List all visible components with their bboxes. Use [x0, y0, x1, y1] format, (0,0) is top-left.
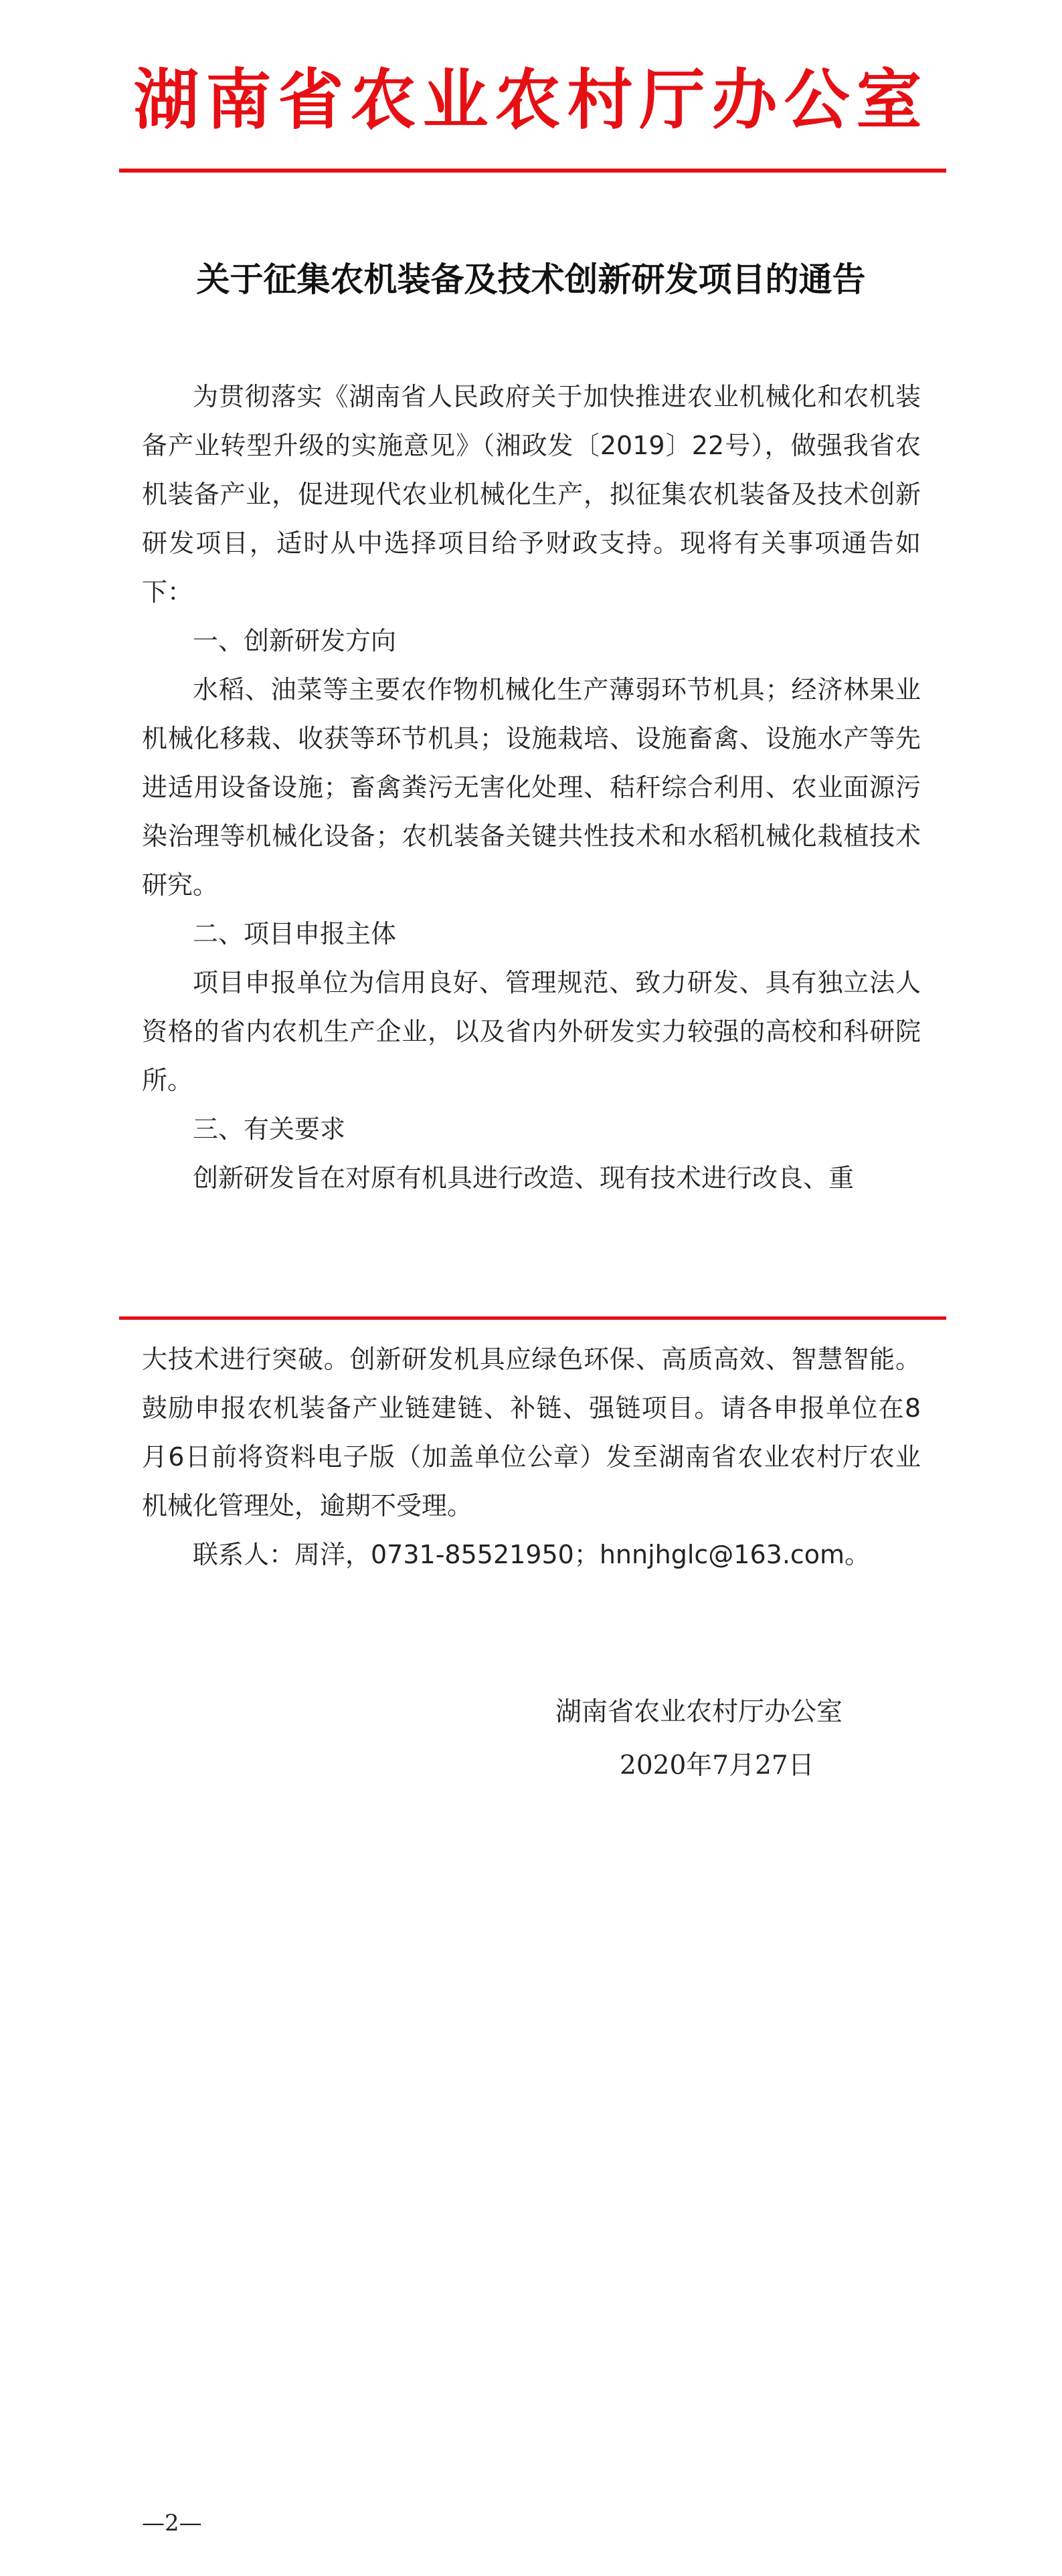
- section-1-text: 水稻、油菜等主要农作物机械化生产薄弱环节机具；经济林果业机械化移栽、收获等环节机具；设施栽培、设施畜禽、设施水产等先进适用设备设施；畜禽粪污无害化处理、秸秆综合利用、农业面源污染治理等机械化设备；农机装备关键共性技术和水稻机械化栽植技术研究。: [142, 675, 921, 900]
- section-2-heading: 二、项目申报主体: [193, 919, 397, 949]
- document-title: 关于征集农机装备及技术创新研发项目的通告: [196, 260, 866, 299]
- masthead-red-rule: [119, 169, 946, 173]
- section-2-text: 项目申报单位为信用良好、管理规范、致力研发、具有独立法人资格的省内农机生产企业，以及省内外研发实力较强的高校和科研院所。: [142, 968, 921, 1095]
- body-text-continued: [142, 1335, 921, 1579]
- signature-organization: 湖南省农业农村厅办公室: [555, 1697, 843, 1727]
- section-3-heading: 三、有关要求: [193, 1114, 346, 1144]
- signature-date: 2020年7月27日: [620, 1751, 814, 1781]
- body-text-page-top: [142, 373, 921, 1203]
- section-3-text-part1: 创新研发旨在对原有机具进行改造、现有技术进行改良、重: [193, 1163, 855, 1193]
- section-1-heading: 一、创新研发方向: [193, 626, 397, 656]
- contact-line: 联系人：周洋，0731-85521950；hnnjhglc@163.com。: [193, 1540, 871, 1569]
- section-3-text-part2: 大技术进行突破。创新研发机具应绿色环保、高质高效、智慧智能。鼓励申报农机装备产业链建链、补链、强链项目。请各申报单位在8月6日前将资料电子版（加盖单位公章）发至湖南省农业农村厅农业机械化管理处，逾期不受理。: [142, 1345, 921, 1520]
- masthead-title: 湖南省农业农村厅办公室: [133, 62, 929, 138]
- intro-paragraph: 为贯彻落实《湖南省人民政府关于加快推进农业机械化和农机装备产业转型升级的实施意见》（湘政发〔2019〕22号），做强我省农机装备产业，促进现代农业机械化生产，拟征集农机装备及技术创新研发项目，适时从中选择项目给予财政支持。现将有关事项通告如下：: [142, 382, 921, 607]
- separator-red-rule: [119, 1316, 946, 1320]
- page-number: —2—: [142, 2510, 202, 2537]
